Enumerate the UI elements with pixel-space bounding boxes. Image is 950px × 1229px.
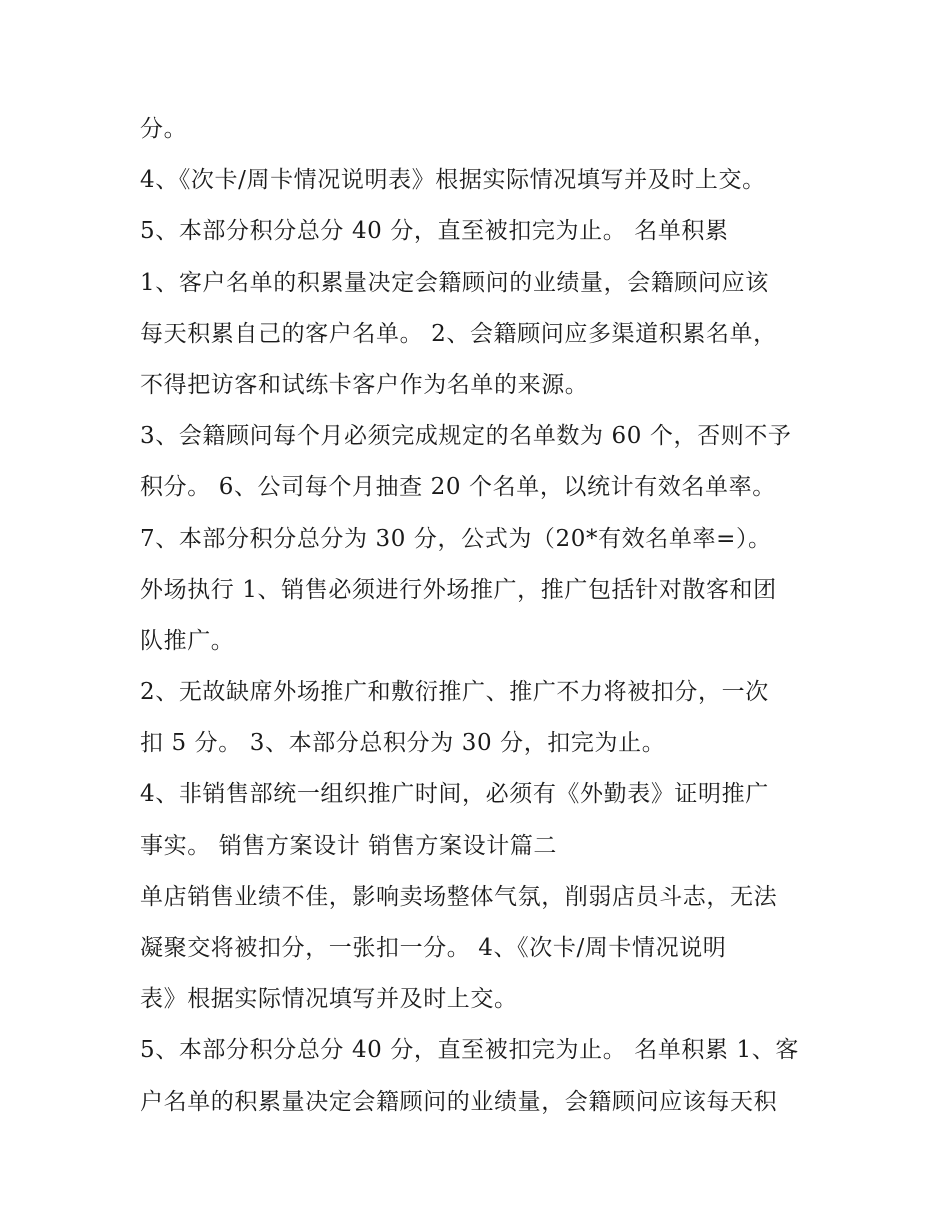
text-line: 表》根据实际情况填写并及时上交。 (140, 986, 518, 1013)
text-line: 7、本部分积分总分为 30 分，公式为（20*有效名单率=）。 (140, 525, 772, 552)
text-line: 凝聚交将被扣分，一张扣一分。 4、《次卡/周卡情况说明 (140, 935, 727, 961)
text-line: 外场执行 1、销售必须进行外场推广，推广包括针对散客和团 (140, 576, 777, 603)
text-line: 4、《次卡/周卡情况说明表》根据实际情况填写并及时上交。 (140, 167, 766, 194)
text-line: 5、本部分积分总分 40 分，直至被扣完为止。 名单积累 1、客 (140, 1037, 799, 1064)
text-line: 扣 5 分。 3、本部分总积分为 30 分，扣完为止。 (140, 730, 666, 757)
text-line: 不得把访客和试练卡客户作为名单的来源。 (140, 371, 589, 398)
text-line: 3、会籍顾问每个月必须完成规定的名单数为 60 个，否则不予 (140, 423, 792, 450)
text-line: 积分。 6、公司每个月抽查 20 个名单，以统计有效名单率。 (140, 474, 776, 501)
text-line: 5、本部分积分总分 40 分，直至被扣完为止。 名单积累 (140, 218, 729, 245)
text-line: 每天积累自己的客户名单。 2、会籍顾问应多渠道积累名单， (140, 320, 777, 347)
text-line: 户名单的积累量决定会籍顾问的业绩量，会籍顾问应该每天积 (140, 1088, 778, 1115)
text-line: 分。 (140, 116, 188, 142)
text-line: 2、无故缺席外场推广和敷衍推广、推广不力将被扣分，一次 (140, 679, 769, 706)
text-line: 4、非销售部统一组织推广时间，必须有《外勤表》证明推广 (140, 781, 769, 808)
text-line: 事实。 销售方案设计 销售方案设计篇二 (140, 832, 558, 859)
text-line: 队推广。 (140, 627, 235, 654)
document-body (140, 110, 820, 1134)
text-line: 1、客户名单的积累量决定会籍顾问的业绩量，会籍顾问应该 (140, 269, 769, 296)
text-line: 单店销售业绩不佳，影响卖场整体气氛，削弱店员斗志，无法 (140, 883, 778, 910)
